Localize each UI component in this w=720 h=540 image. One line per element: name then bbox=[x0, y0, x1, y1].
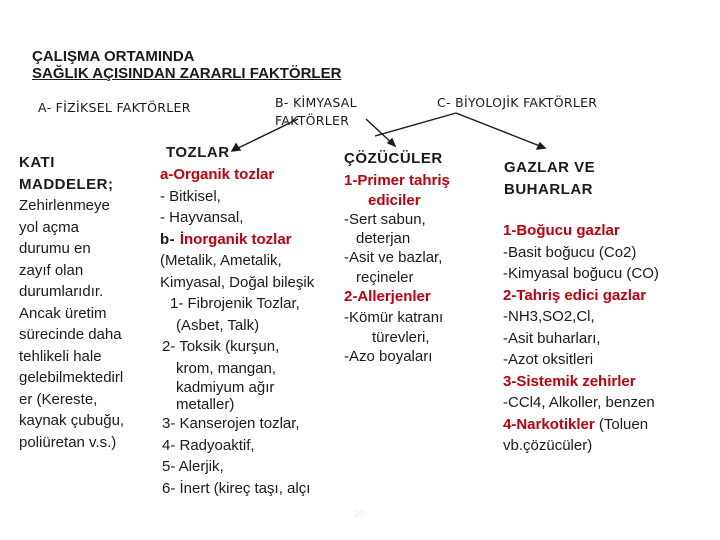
tozlar-line: metaller) bbox=[176, 396, 235, 413]
inorganic-dust-label: İnorganik tozlar bbox=[179, 230, 292, 248]
tozlar-heading: TOZLAR bbox=[166, 144, 230, 161]
tozlar-line: krom, mangan, bbox=[176, 359, 277, 377]
col1-line: tehlikeli hale bbox=[19, 347, 102, 365]
page-number: 20 bbox=[354, 509, 365, 519]
col1-line: yol açma bbox=[19, 218, 80, 236]
col1-line: Ancak üretim bbox=[19, 304, 107, 322]
col1-line: MADDELER; bbox=[19, 175, 114, 193]
category-b-line-2: FAKTÖRLER bbox=[275, 113, 350, 128]
gaz-line: -Asit buharları, bbox=[503, 329, 601, 347]
gaz-line: -CCl4, Alkoller, benzen bbox=[503, 394, 655, 411]
col1-line: kaynak çubuğu, bbox=[19, 412, 125, 429]
column-cozuculer bbox=[344, 170, 450, 367]
title-line-1: ÇALIŞMA ORTAMINDA bbox=[32, 48, 195, 65]
line-b-to-c bbox=[375, 113, 456, 136]
category-c-heading: C- BİYOLOJİK FAKTÖRLER bbox=[437, 95, 598, 110]
tozlar-line: (Metalik, Ametalik, bbox=[160, 252, 282, 269]
gaz-line: -Kimyasal boğucu (CO) bbox=[503, 265, 659, 282]
narkotik-label: Narkotikler bbox=[516, 415, 595, 433]
tozlar-line: 3- Kanserojen tozlar, bbox=[162, 415, 300, 432]
cozucu-line: -Asit ve bazlar, bbox=[344, 249, 443, 266]
cozucu-line: -Azo boyaları bbox=[344, 347, 433, 365]
primer-label-2: ediciler bbox=[368, 191, 421, 209]
arrowhead-gazlar bbox=[537, 143, 545, 149]
tozlar-line: kadmiyum ağır bbox=[176, 379, 275, 396]
col1-line: zayıf olan bbox=[19, 261, 84, 279]
col1-line: durumlarıdır. bbox=[19, 283, 104, 300]
gazlar-heading-line-2: BUHARLAR bbox=[504, 180, 593, 198]
tozlar-line: 6- İnert (kireç taşı, alçı bbox=[162, 479, 311, 497]
tozlar-line: (Asbet, Talk) bbox=[176, 316, 260, 334]
cozucu-line: türevleri, bbox=[372, 328, 430, 346]
column-gazlar bbox=[503, 220, 659, 457]
bogucu-gazlar-label: 1-Boğucu gazlar bbox=[503, 222, 620, 239]
allerjenler-label: 2-Allerjenler bbox=[344, 287, 431, 305]
gaz-line: vb.çözücüler) bbox=[503, 437, 593, 454]
narkotik-num: 4- bbox=[503, 415, 517, 433]
gaz-line: -NH3,SO2,Cl, bbox=[503, 308, 595, 325]
tozlar-line: Kimyasal, Doğal bileşik bbox=[160, 273, 315, 291]
cozucu-line: reçineler bbox=[356, 268, 414, 286]
sistemik-label: Sistemik zehirler bbox=[516, 372, 636, 390]
gaz-line: -Azot oksitleri bbox=[503, 351, 594, 368]
col1-line: er (Kereste, bbox=[19, 390, 98, 408]
column-tozlar bbox=[160, 164, 314, 499]
primer-row bbox=[344, 170, 450, 192]
gaz-line: -Basit boğucu (Co2) bbox=[503, 243, 637, 261]
arrow-to-gazlar bbox=[456, 113, 545, 148]
title-line-2: SAĞLIK AÇISINDAN ZARARLI FAKTÖRLER bbox=[32, 65, 342, 82]
col1-line: poliüretan v.s.) bbox=[19, 433, 117, 451]
col1-line: sürecinde daha bbox=[19, 326, 122, 343]
category-a-heading: A- FİZİKSEL FAKTÖRLER bbox=[38, 100, 191, 115]
tozlar-line: 1- Fibrojenik Tozlar, bbox=[170, 295, 300, 312]
sistemik-num: 3- bbox=[503, 372, 517, 390]
arrowhead-tozlar bbox=[232, 144, 240, 151]
column-katı-maddeler bbox=[19, 152, 124, 453]
tozlar-line: 4- Radyoaktif, bbox=[162, 436, 255, 454]
category-b-line-1: B- KİMYASAL bbox=[275, 95, 357, 110]
tozlar-line: 2- Toksik (kurşun, bbox=[162, 338, 280, 355]
tahris-gazlar-label: 2-Tahriş edici gazlar bbox=[503, 286, 647, 304]
gazlar-heading-line-1: GAZLAR VE bbox=[504, 159, 596, 176]
narkotik-row bbox=[503, 414, 659, 436]
arrow-to-tozlar bbox=[232, 119, 298, 151]
col1-line: durumu en bbox=[19, 240, 91, 257]
tozlar-line: - Bitkisel, bbox=[160, 187, 221, 205]
col1-line: KATI bbox=[19, 154, 55, 171]
inorganic-prefix: b- bbox=[160, 230, 180, 248]
cozucu-line: deterjan bbox=[356, 230, 411, 247]
sistemik-row bbox=[503, 371, 659, 393]
narkotik-rest: (Toluen bbox=[594, 415, 649, 433]
primer-label: 1-Primer tahriş bbox=[344, 172, 450, 189]
col1-line: gelebilmektedirl bbox=[19, 369, 124, 386]
tozlar-line: 5- Alerjik, bbox=[162, 458, 224, 475]
organic-dust-label: a-Organik tozlar bbox=[160, 166, 275, 183]
tozlar-line: - Hayvansal, bbox=[160, 209, 244, 226]
gazlar-heading bbox=[504, 157, 595, 200]
inorganic-dust-row bbox=[160, 229, 314, 251]
cozuculer-heading: ÇÖZÜCÜLER bbox=[344, 150, 443, 167]
cozucu-line: -Kömür katranı bbox=[344, 309, 444, 326]
col1-line: Zehirlenmeye bbox=[19, 197, 110, 214]
cozucu-line: -Sert sabun, bbox=[344, 210, 426, 228]
